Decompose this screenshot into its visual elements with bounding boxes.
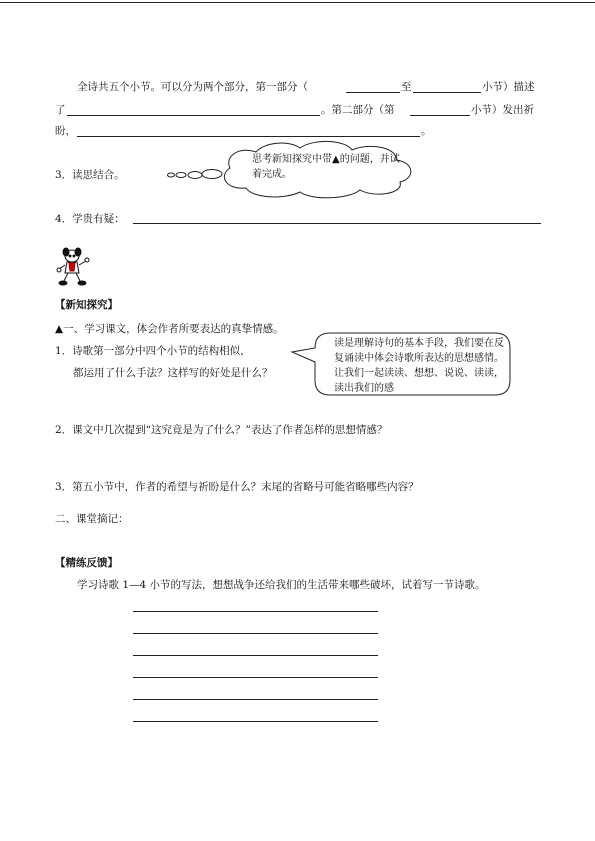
intro-text-2b: 。第二部分（第	[321, 104, 395, 116]
intro-text-2c: 小节）发出祈	[471, 104, 534, 116]
intro-text-1c: 小节）描述	[482, 81, 535, 93]
intro-text-1b: 至	[401, 81, 412, 93]
class-notes-label: 二、课堂摘记：	[55, 513, 129, 525]
cartoon-character-icon	[55, 247, 91, 287]
doubt-label: 4．学贵有疑：	[55, 213, 125, 225]
intro-text-3b: 。	[421, 125, 432, 137]
intro-text-2a: 了	[55, 104, 66, 116]
question-2: 2．课文中几次提到“这究竟是为了什么？”表达了作者怎样的思想情感？	[55, 424, 388, 436]
poem-writing-line[interactable]	[133, 721, 378, 722]
read-think-label: 3．读思结合。	[55, 169, 125, 181]
intro-text-1a: 全诗共五个小节。可以分为两个部分，第一部分（	[77, 81, 308, 93]
blank-part1-description[interactable]	[67, 115, 320, 116]
section-heading-practice: 【精练反馈】	[55, 557, 118, 569]
section-heading-new-knowledge: 【新知探究】	[55, 299, 118, 311]
practice-instruction: 学习诗歌 1—4 小节的写法，想想战争还给我们的生活带来哪些破坏，试着写一节诗歌。	[77, 579, 486, 591]
speech-bubble-text: 读是理解诗句的基本手段，我们要在反复诵读中体会诗歌所表达的思想感情。让我们一起读读、想想、说说、读读，读出我们的感	[334, 338, 504, 394]
poem-writing-line[interactable]	[133, 611, 378, 612]
blank-part1-start[interactable]	[346, 92, 400, 93]
poem-writing-line[interactable]	[133, 633, 378, 634]
question-1-line-2: 都运用了什么手法？这样写的好处是什么？	[73, 367, 273, 379]
blank-part1-end[interactable]	[413, 92, 481, 93]
poem-writing-line[interactable]	[133, 677, 378, 678]
task-one-heading: ▲一、学习课文，体会作者所要表达的真挚情感。	[55, 323, 284, 335]
question-3: 3．第五小节中，作者的希望与祈盼是什么？末尾的省略号可能省略哪些内容？	[55, 481, 419, 493]
blank-part2-section[interactable]	[410, 115, 470, 116]
doubt-answer-line[interactable]	[133, 223, 541, 224]
question-1-line-1: 1．诗歌第一部分中四个小节的结构相似，	[55, 345, 251, 357]
poem-writing-line[interactable]	[133, 655, 378, 656]
page-top-rule	[0, 2, 595, 3]
blank-part2-wish[interactable]	[77, 136, 420, 137]
poem-writing-line[interactable]	[133, 699, 378, 700]
intro-text-3a: 盼，	[55, 125, 76, 137]
thought-cloud-text: 思考新知探究中带▲的问题，并试着完成。	[252, 154, 400, 180]
